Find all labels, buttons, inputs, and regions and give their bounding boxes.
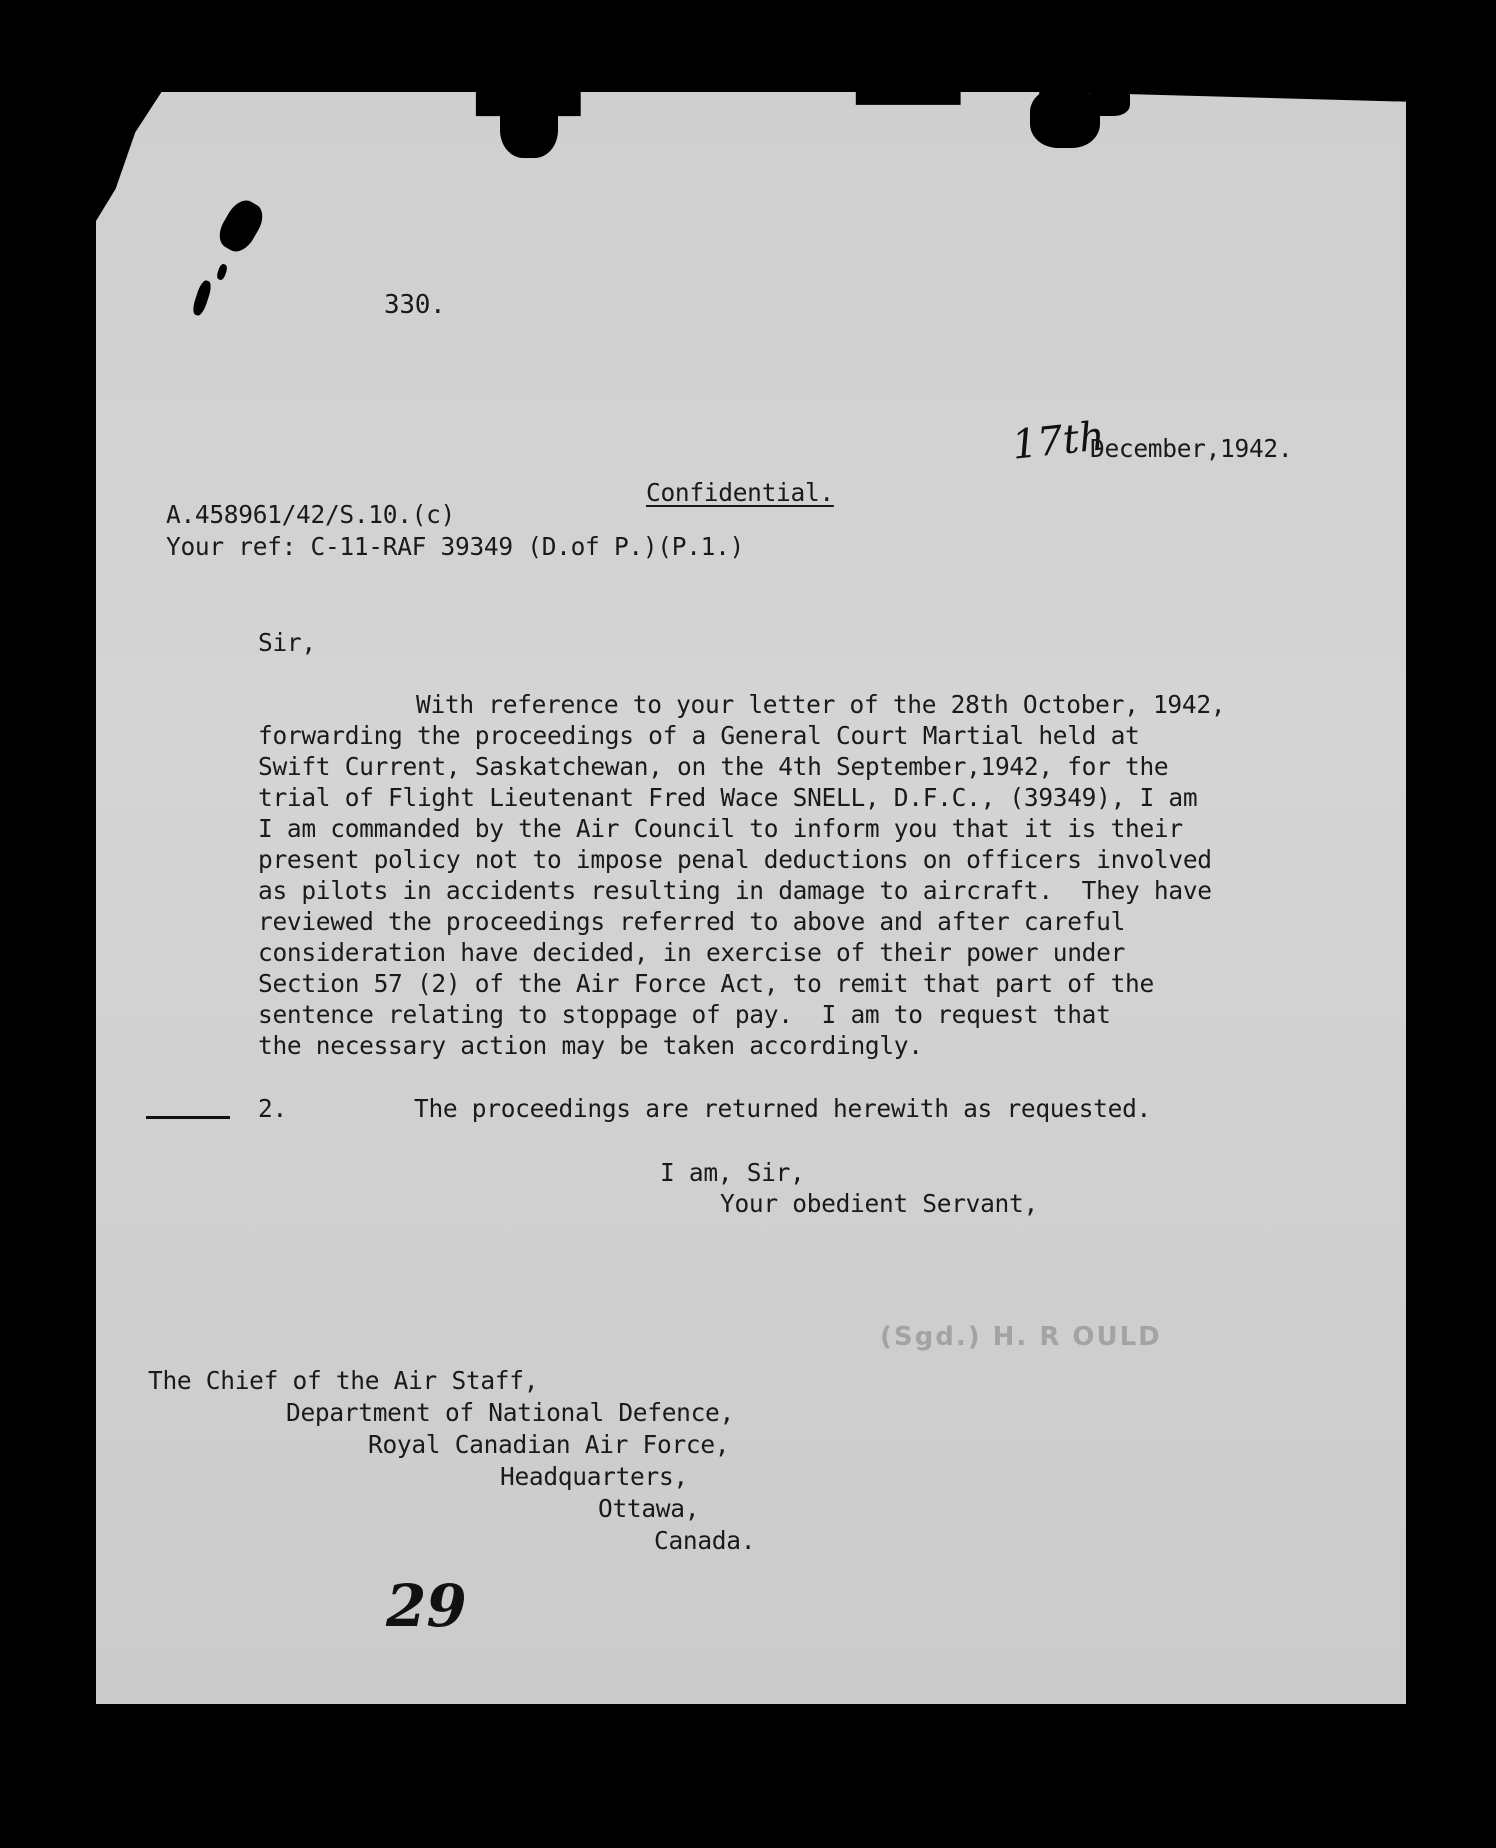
closing-line: I am, Sir, (660, 1158, 805, 1187)
your-reference: Your ref: C-11-RAF 39349 (D.of P.)(P.1.) (166, 532, 745, 561)
body-line: With reference to your letter of the 28th October, 1942, (416, 690, 1226, 719)
paper-tear (1090, 88, 1130, 116)
margin-mark (146, 1116, 230, 1119)
signature-stamp: (Sgd.) H. R OULD (880, 1322, 1162, 1352)
letter-date: December,1942. (1090, 434, 1293, 463)
addressee-line: Canada. (654, 1526, 756, 1555)
paragraph-2-text: The proceedings are returned herewith as requested. (414, 1094, 1151, 1123)
addressee-line: The Chief of the Air Staff, (148, 1366, 539, 1395)
paragraph-number: 2. (258, 1094, 287, 1123)
body-line: I am commanded by the Air Council to inform you that it is their (258, 814, 1183, 843)
body-line: as pilots in accidents resulting in damage to aircraft. They have (258, 876, 1212, 905)
body-line: consideration have decided, in exercise of their power under (258, 938, 1126, 967)
body-line: trial of Flight Lieutenant Fred Wace SNELL, D.F.C., (39349), I am (258, 783, 1198, 812)
salutation: Sir, (258, 628, 316, 657)
our-reference: A.458961/42/S.10.(c) (166, 500, 456, 529)
handwritten-day: 17th (1009, 413, 1107, 469)
addressee-line: Department of National Defence, (286, 1398, 734, 1427)
folio-number: 330. (384, 290, 446, 320)
body-line: Section 57 (2) of the Air Force Act, to remit that part of the (258, 969, 1154, 998)
body-line: present policy not to impose penal deductions on officers involved (258, 845, 1212, 874)
body-line: sentence relating to stoppage of pay. I am to request that (258, 1000, 1111, 1029)
body-line: reviewed the proceedings referred to above and after careful (258, 907, 1126, 936)
addressee-line: Ottawa, (598, 1494, 700, 1523)
addressee-line: Royal Canadian Air Force, (368, 1430, 730, 1459)
body-line: the necessary action may be taken accordingly. (258, 1031, 923, 1060)
body-line: forwarding the proceedings of a General Court Martial held at (258, 721, 1140, 750)
punch-hole (500, 88, 558, 158)
handwritten-page-number: 29 (386, 1572, 467, 1640)
closing-line: Your obedient Servant, (720, 1189, 1038, 1218)
body-line: Swift Current, Saskatchewan, on the 4th September,1942, for the (258, 752, 1169, 781)
addressee-line: Headquarters, (500, 1462, 688, 1491)
classification-label: Confidential. (646, 478, 834, 507)
